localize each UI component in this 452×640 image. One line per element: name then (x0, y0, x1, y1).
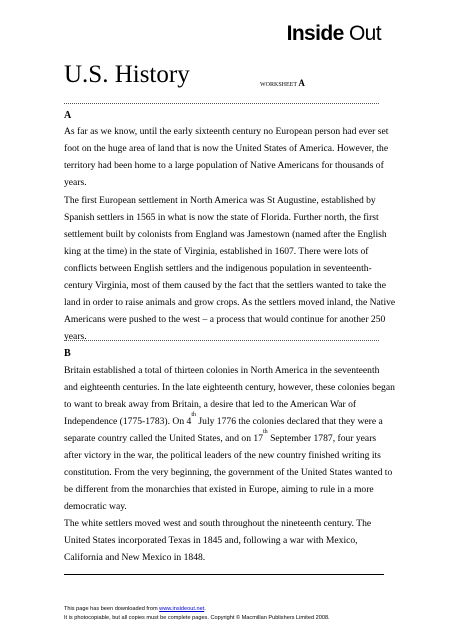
dotted-divider-middle (64, 340, 379, 341)
text-fragment: Independence (1775-1783). On 4 (64, 416, 192, 427)
section-a-paragraph-2 (64, 192, 396, 345)
inside-out-logo (0, 22, 381, 46)
worksheet-letter: A (298, 78, 305, 88)
text-line: democratic way. (64, 501, 127, 512)
ordinal-suffix: th (191, 412, 197, 418)
text-line: to want to break away from Britain, a desire that led to the American War of (64, 399, 357, 410)
section-b-paragraph-2 (64, 515, 382, 566)
section-b-paragraph-1 (64, 362, 395, 515)
text-line: territory had been home to a large population of Native Americans for thousands of (64, 160, 384, 171)
text-line: and eighteenth centuries. In the late eighteenth century, however, these colonies began (64, 382, 395, 393)
text-line: As far as we know, until the early sixteenth century no European person had ever set (64, 126, 389, 137)
dotted-divider-top (64, 103, 379, 104)
text-line: land in order to raise animals and grow crops. As the settlers moved inland, the Native (64, 297, 396, 308)
text-line (64, 430, 382, 447)
logo-word-inside: Inside (286, 22, 344, 45)
text-line: foot on the huge area of land that is now the United States of America. However, the (64, 143, 389, 154)
text-line: The white settlers moved west and south throughout the nineteenth century. The (64, 518, 372, 529)
page-title: U.S. History (64, 61, 190, 88)
footer-link[interactable]: www.insideout.net (159, 606, 205, 612)
section-a-paragraph-1 (64, 123, 389, 191)
logo-word-out: Out (348, 22, 381, 45)
text-line: conflicts between English settlers and the indigenous population in seventeenth- (64, 263, 372, 274)
footer-line-2: It is photocopiable, but all copies must be complete pages. Copyright © Macmillan Publishers Limited 2008. (64, 615, 330, 621)
text-line: Britain established a total of thirteen colonies in North America in the seventeenth (64, 365, 380, 376)
text-line (64, 413, 382, 430)
text-line: Spanish settlers in 1565 in what is now the state of Florida. Further north, the first (64, 212, 379, 223)
worksheet-label (260, 78, 305, 88)
text-line: United States incorporated Texas in 1845 and, following a war with Mexico, (64, 535, 358, 546)
footer (64, 605, 330, 623)
text-line: constitution. From the very beginning, the government of the United States wanted to (64, 467, 393, 478)
footer-text: . (204, 606, 206, 612)
ordinal-suffix: th (263, 429, 268, 435)
text-line: years. (64, 177, 87, 188)
footer-text: This page has been downloaded from (64, 606, 160, 612)
text-line: be different from the monarchies that existed in Europe, aiming to rule in a more (64, 484, 374, 495)
text-fragment: September 1787, four years (267, 433, 377, 444)
text-line: after victory in the war, the political leaders of the new country finished writing its (64, 450, 381, 461)
text-line: king at the time) in the state of Virginia, established in 1607. There were lots of (64, 246, 369, 257)
text-line: century Virginia, most of them caused by the fact that the settlers wanted to take the (64, 280, 386, 291)
worksheet-word: WORKSHEET (260, 82, 297, 88)
text-fragment: July 1776 the colonies declared that they were a (196, 416, 383, 427)
footer-divider (64, 574, 384, 575)
text-line: settlement built by colonists from England was Jamestown (named after the English (64, 229, 387, 240)
section-b-heading: B (64, 348, 71, 359)
section-a-heading: A (64, 110, 72, 121)
text-fragment: separate country called the United States, and on 17 (64, 433, 264, 444)
text-line: Americans were pushed to the west – a process that would continue for another 250 (64, 314, 386, 325)
text-line: California and New Mexico in 1848. (64, 552, 206, 563)
text-line: The first European settlement in North America was St Augustine, established by (64, 195, 376, 206)
footer-line-1 (64, 605, 330, 614)
text-line: years. (64, 331, 87, 342)
